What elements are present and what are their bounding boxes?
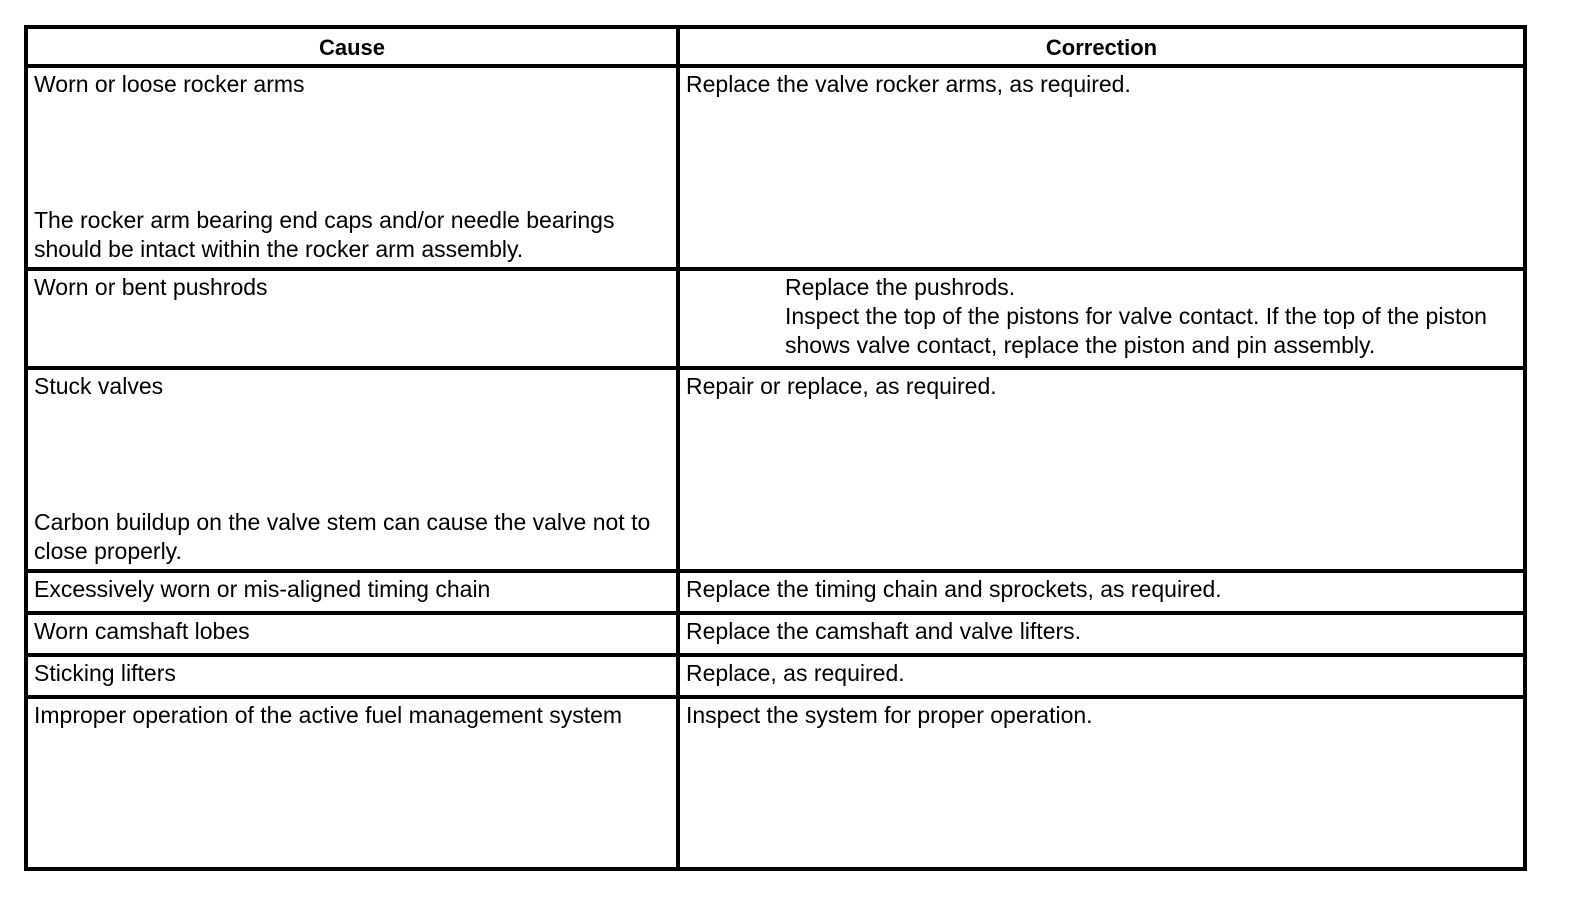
table-row [26, 613, 1525, 655]
cause-note: The rocker arm bearing end caps and/or needle bearings should be intact within the rocker arm assembly. [34, 207, 615, 262]
correction-text: Repair or replace, as required. [686, 373, 997, 399]
cause-cell: Excessively worn or mis-aligned timing chain [26, 571, 678, 613]
correction-cell: Replace, as required. [678, 655, 1525, 697]
correction-step: Inspect the top of the pistons for valve contact. If the top of the piston shows valve contact, replace the piston and pin assembly. [785, 303, 1487, 358]
correction-cell: Replace the camshaft and valve lifters. [678, 613, 1525, 655]
cause-cell: Worn camshaft lobes [26, 613, 678, 655]
cause-note: Carbon buildup on the valve stem can cause the valve not to close properly. [34, 509, 651, 564]
correction-text: Replace the valve rocker arms, as required. [686, 71, 1131, 97]
table-row [26, 697, 1525, 869]
table-row [26, 655, 1525, 697]
cause-cell: Improper operation of the active fuel management system [26, 697, 678, 869]
correction-cell: Replace the timing chain and sprockets, as required. [678, 571, 1525, 613]
correction-cell [678, 269, 1525, 368]
correction-cell: Inspect the system for proper operation. [678, 697, 1525, 869]
cause-text: Worn or loose rocker arms [34, 71, 305, 97]
table-row [26, 269, 1525, 368]
correction-step: Replace the pushrods. [785, 274, 1016, 300]
header-row [26, 27, 1525, 66]
correction-cell [678, 368, 1525, 571]
table-row [26, 368, 1525, 571]
cause-header: Cause [26, 27, 678, 66]
correction-header: Correction [678, 27, 1525, 66]
cause-cell: Sticking lifters [26, 655, 678, 697]
cause-cell [26, 66, 678, 269]
table-row [26, 571, 1525, 613]
diagnostic-table [24, 25, 1527, 871]
correction-cell [678, 66, 1525, 269]
table-row [26, 66, 1525, 269]
cause-cell [26, 269, 678, 368]
cause-text: Stuck valves [34, 373, 164, 399]
cause-cell [26, 368, 678, 571]
cause-text: Worn or bent pushrods [34, 274, 268, 300]
